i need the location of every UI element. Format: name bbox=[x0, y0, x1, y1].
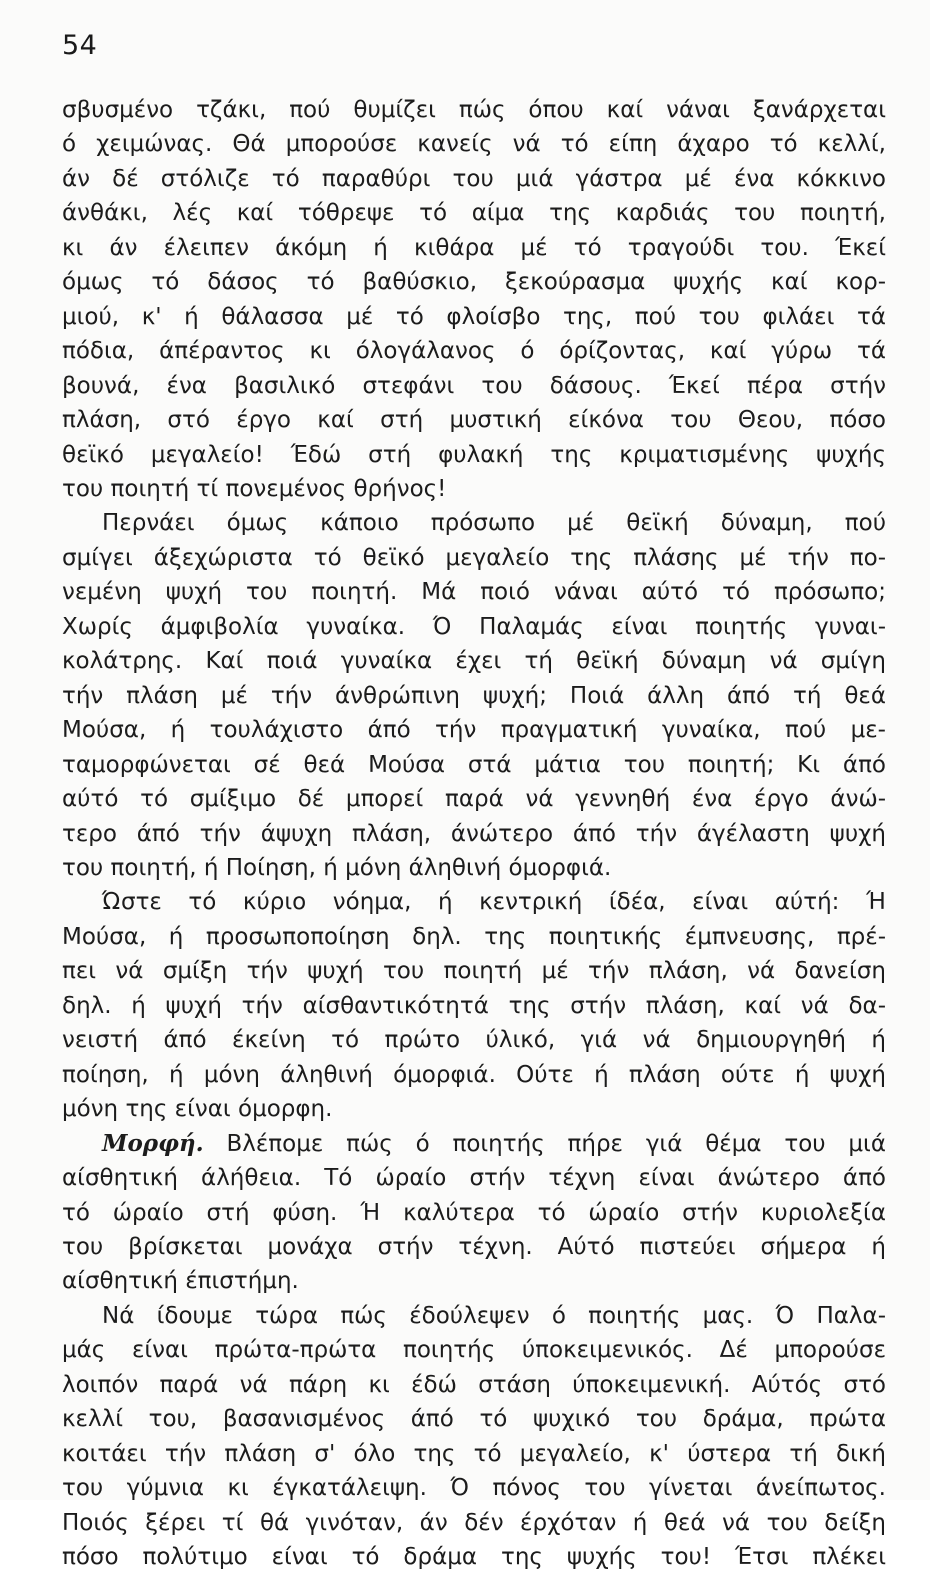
text-line: αίσθητική έπιστήμη. bbox=[62, 1268, 299, 1295]
text-line: βουνά, ένα βασιλικό στεφάνι του δάσους. Έκεί πέρα στήν bbox=[62, 372, 886, 399]
text-line: Μούσα, ή προσωποποίηση δηλ. της ποιητικής έμπνευσης, πρέ- bbox=[62, 923, 886, 950]
text-line: λοιπόν παρά νά πάρη κι έδώ στάση ύποκειμενική. Αύτός στό bbox=[62, 1371, 886, 1398]
text-line: του γύμνια κι έγκατάλειψη. Ό πόνος του γίνεται άνείπωτος. bbox=[62, 1475, 886, 1502]
text-line: Ώστε τό κύριο νόημα, ή κεντρική ίδέα, είναι αύτή: Ή bbox=[102, 889, 886, 916]
text-line: μιού, κ' ή θάλασσα μέ τό φλοίσβο της, πού του φιλάει τά bbox=[62, 303, 886, 330]
text-line: τήν πλάση μέ τήν άνθρώπινη ψυχή; Ποιά άλλη άπό τή θεά bbox=[62, 682, 886, 709]
text-line: πλάση, στό έργο καί στή μυστική είκόνα του Θεου, πόσο bbox=[62, 407, 886, 434]
text-line: άν δέ στόλιζε τό παραθύρι του μιά γάστρα μέ ένα κόκκινο bbox=[62, 165, 886, 192]
text-line: ποίηση, ή μόνη άληθινή όμορφιά. Ούτε ή πλάση ούτε ή ψυχή bbox=[62, 1061, 886, 1088]
text-line: κοιτάει τήν πλάση σ' όλο της τό μεγαλείο, κ' ύστερα τή δική bbox=[62, 1440, 886, 1467]
section-heading: Μορφή. bbox=[102, 1129, 204, 1157]
text-line: δηλ. ή ψυχή τήν αίσθαντικότητά της στήν πλάση, καί νά δα- bbox=[62, 992, 886, 1019]
text-line: πόδια, άπέραντος κι όλογάλανος ό όρίζοντας, καί γύρω τά bbox=[62, 338, 886, 365]
text-line: του ποιητή τί πονεμένος θρήνος! bbox=[62, 475, 447, 502]
text-line: όμως τό δάσος τό βαθύσκιο, ξεκούρασμα ψυχής καί κορ- bbox=[62, 269, 886, 296]
text-line: μόνη της είναι όμορφη. bbox=[62, 1096, 333, 1123]
text-line: του βρίσκεται μονάχα στήν τέχνη. Αύτό πιστεύει σήμερα ή bbox=[62, 1233, 886, 1260]
text-line: θεϊκό μεγαλείο! Έδώ στή φυλακή της κριματισμένης ψυχής bbox=[62, 441, 886, 468]
text-line: Ποιός ξέρει τί θά γινόταν, άν δέν έρχόταν ή θεά νά του δείξη bbox=[62, 1509, 886, 1536]
text-line: πόσο πολύτιμο είναι τό δράμα της ψυχής του! Έτσι πλέκει bbox=[62, 1544, 886, 1571]
text-line: Χωρίς άμφιβολία γυναίκα. Ό Παλαμάς είναι ποιητής γυναι- bbox=[62, 613, 886, 640]
text-line: πει νά σμίξη τήν ψυχή του ποιητή μέ τήν πλάση, νά δανείση bbox=[62, 958, 886, 985]
body-text bbox=[62, 93, 886, 1574]
text-line: άνθάκι, λές καί τόθρεψε τό αίμα της καρδιάς του ποιητή, bbox=[62, 200, 886, 227]
text-line-tail: Βλέπομε πώς ό ποιητής πήρε γιά θέμα του μιά bbox=[226, 1130, 886, 1157]
text-line: Περνάει όμως κάποιο πρόσωπο μέ θεϊκή δύναμη, πού bbox=[102, 510, 886, 537]
text-line: αίσθητική άλήθεια. Τό ώραίο στήν τέχνη είναι άνώτερο άπό bbox=[62, 1165, 886, 1192]
text-line: ό χειμώνας. Θά μπορούσε κανείς νά τό είπη άχαρο τό κελλί, bbox=[62, 131, 886, 158]
text-line: τό ώραίο στή φύση. Ή καλύτερα τό ώραίο στήν κυριολεξία bbox=[62, 1199, 886, 1226]
text-line: τερο άπό τήν άψυχη πλάση, άνώτερο άπό τήν άγέλαστη ψυχή bbox=[62, 820, 886, 847]
text-line: κι άν έλειπεν άκόμη ή κιθάρα μέ τό τραγούδι του. Έκεί bbox=[62, 234, 886, 261]
page-number: 54 bbox=[62, 30, 98, 61]
text-line: μάς είναι πρώτα-πρώτα ποιητής ύποκειμενικός. Δέ μπορούσε bbox=[62, 1337, 886, 1364]
text-line: νειστή άπό έκείνη τό πρώτο ύλικό, γιά νά δημιουργηθή ή bbox=[62, 1027, 886, 1054]
text-line: Μούσα, ή τουλάχιστο άπό τήν πραγματική γυναίκα, πού με- bbox=[62, 717, 886, 744]
text-line: σμίγει άξεχώριστα τό θεϊκό μεγαλείο της πλάσης μέ τήν πο- bbox=[62, 544, 886, 571]
text-line: του ποιητή, ή Ποίηση, ή μόνη άληθινή όμορφιά. bbox=[62, 854, 612, 881]
text-line: νεμένη ψυχή του ποιητή. Μά ποιό νάναι αύτό τό πρόσωπο; bbox=[62, 579, 886, 606]
text-line: κελλί του, βασανισμένος άπό τό ψυχικό του δράμα, πρώτα bbox=[62, 1406, 886, 1433]
text-line: ταμορφώνεται σέ θεά Μούσα στά μάτια του ποιητή; Κι άπό bbox=[62, 751, 886, 778]
text-line: αύτό τό σμίξιμο δέ μπορεί παρά νά γεννηθή ένα έργο άνώ- bbox=[62, 786, 886, 813]
text-line: κολάτρης. Καί ποιά γυναίκα έχει τή θεϊκή δύναμη νά σμίγη bbox=[62, 648, 886, 675]
text-line-with-heading bbox=[62, 1127, 886, 1161]
text-line: σβυσμένο τζάκι, πού θυμίζει πώς όπου καί νάναι ξανάρχεται bbox=[62, 97, 886, 123]
text-line: Νά ίδουμε τώρα πώς έδούλεψεν ό ποιητής μας. Ό Παλα- bbox=[102, 1302, 886, 1329]
